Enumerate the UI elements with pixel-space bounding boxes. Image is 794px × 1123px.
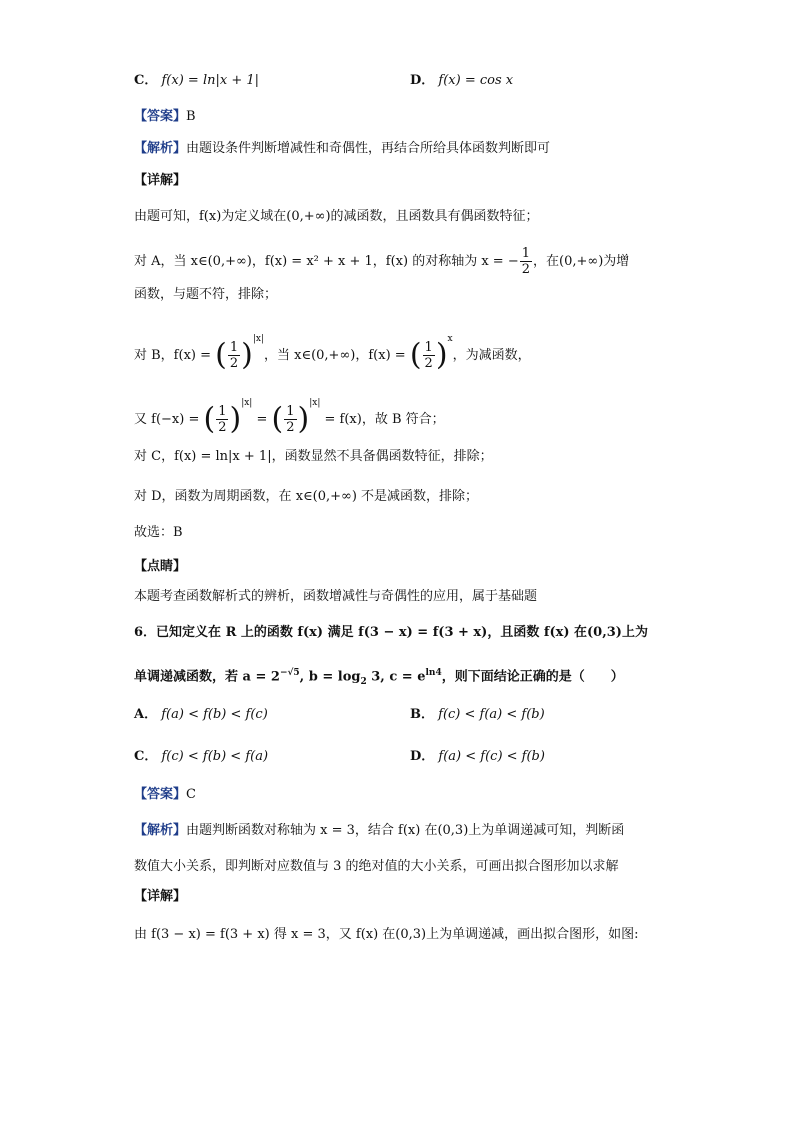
fraction-denominator: 2 (286, 420, 295, 435)
q5-option-c (134, 70, 259, 92)
fraction (284, 404, 296, 435)
detail-text: = f(x)，故 B 符合； (320, 412, 445, 427)
q5-option-d (410, 70, 513, 92)
detail-text: ，为减函数， (452, 348, 531, 363)
detail-text: 对 A，当 x∈(0,+∞)，f(x) = x² + x + 1，f(x) 的对称轴为 x = − (134, 254, 519, 269)
detail-text: ，当 x∈(0,+∞)，f(x) = (264, 348, 410, 363)
option-expression: f(c) < f(a) < f(b) (438, 707, 545, 722)
q5-detail-tag (134, 170, 186, 192)
analysis-tag: 【解析】 (134, 141, 187, 156)
q6-option-a (134, 704, 268, 726)
q6-option-d (410, 746, 545, 768)
detail-text: 对 B，f(x) = (134, 348, 216, 363)
q5-detail-line-2 (134, 246, 629, 277)
q5-answer (134, 106, 196, 128)
fraction (520, 246, 532, 277)
detail-text: 由题可知，f(x)为定义域在(0,+∞)的减函数，且函数具有偶函数特征； (134, 209, 539, 224)
fraction-denominator: 2 (218, 420, 227, 435)
option-expression: f(a) < f(b) < f(c) (161, 707, 268, 722)
q5-detail-line-7 (134, 486, 478, 508)
detail-text: 函数，与题不符，排除； (134, 287, 278, 302)
fraction (228, 340, 240, 371)
comment-tag: 【点睛】 (134, 559, 187, 574)
fraction-numerator: 1 (286, 404, 295, 419)
comment-text: 本题考查函数解析式的辨析，函数增减性与奇偶性的应用，属于基础题 (134, 589, 538, 604)
answer-tag: 【答案】 (134, 109, 187, 124)
detail-tag: 【详解】 (134, 173, 187, 188)
q6-analysis-line-2 (134, 856, 619, 878)
detail-text: 由 f(3 − x) = f(3 + x) 得 x = 3，又 f(x) 在(0,3)上为单调递减，画出拟合图形，如图: (134, 927, 639, 942)
detail-text: 对 D，函数为周期函数，在 x∈(0,+∞) 不是减函数，排除； (134, 489, 479, 504)
fraction (423, 340, 435, 371)
exponent: |x| (241, 398, 253, 408)
q6-option-c (134, 746, 268, 768)
q6-option-b (410, 704, 545, 726)
detail-text: 对 C，f(x) = ln|x + 1|，函数显然不具备偶函数特征，排除； (134, 449, 493, 464)
question-stem: 单调递减函数，若 a = 2 (134, 669, 280, 685)
analysis-text: 数值大小关系，即判断对应数值与 3 的绝对值的大小关系，可画出拟合图形加以求解 (134, 859, 619, 874)
option-label: B． (410, 707, 434, 722)
option-expression: f(x) = ln|x + 1| (161, 73, 259, 88)
q5-detail-line-3 (134, 284, 277, 306)
option-label: D． (410, 749, 435, 764)
analysis-text: 由题设条件判断增减性和奇偶性，再结合所给具体函数判断即可 (186, 141, 551, 156)
q5-analysis (134, 138, 550, 160)
option-expression: f(x) = cos x (438, 73, 514, 88)
exponent: |x| (309, 398, 321, 408)
exponent: ln4 (425, 668, 442, 678)
exponent: x (447, 334, 453, 344)
detail-tag: 【详解】 (134, 889, 187, 904)
q5-detail-line-6 (134, 446, 493, 468)
analysis-text: 由题判断函数对称轴为 x = 3，结合 f(x) 在(0,3)上为单调递减可知，判断函 (186, 823, 625, 838)
fraction-denominator: 2 (229, 356, 239, 371)
answer-value: C (186, 787, 196, 802)
q5-detail-line-5: 又 f(−x) = ( $\frac{1}{2}$ )$^{|x|}$ = ( $\frac{1}{2}$ )$^{|x|}$ = f(x)，故 B 符合； (134, 398, 445, 437)
question-stem: 3, c = e (366, 669, 426, 685)
option-expression: f(c) < f(b) < f(a) (161, 749, 269, 764)
q5-detail-line-1 (134, 206, 539, 228)
fraction-numerator: 1 (424, 340, 433, 355)
option-label: C． (134, 749, 158, 764)
fraction-numerator: 1 (229, 340, 239, 355)
q5-detail-line-4: 对 B，f(x) = ( $\frac{1}{2}$ )$^{|x|}$，当 x∈(0,+∞)，f(x) = ( $\frac{1}{2}$ )$^x$，为减函数， (134, 334, 531, 373)
fraction (216, 404, 228, 435)
detail-text: = (252, 412, 272, 427)
answer-tag: 【答案】 (134, 787, 187, 802)
question-stem: ，则下面结论正确的是（ ） (441, 669, 624, 685)
q5-comment-tag (134, 556, 186, 578)
option-label: A． (134, 707, 158, 722)
q6-analysis-line-1 (134, 820, 624, 842)
fraction-denominator: 2 (521, 262, 530, 277)
detail-text: 又 f(−x) = (134, 412, 204, 427)
fraction-numerator: 1 (218, 404, 227, 419)
analysis-tag: 【解析】 (134, 823, 187, 838)
q6-stem-line-2 (134, 662, 624, 693)
option-expression: f(a) < f(c) < f(b) (438, 749, 545, 764)
detail-text: 故选：B (134, 525, 183, 540)
q6-answer (134, 784, 196, 806)
q5-detail-line-8 (134, 522, 183, 544)
option-label: D． (410, 73, 435, 88)
fraction-denominator: 2 (424, 356, 433, 371)
exponent: |x| (252, 334, 264, 344)
q6-stem-line-1 (134, 622, 648, 644)
fraction-numerator: 1 (521, 246, 530, 261)
exponent: −√5 (279, 668, 300, 678)
answer-value: B (186, 109, 196, 124)
subscript: 2 (360, 676, 367, 687)
q5-comment (134, 586, 537, 608)
q6-detail-line-1 (134, 924, 639, 946)
option-label: C． (134, 73, 158, 88)
q6-detail-tag (134, 886, 186, 908)
question-stem: , b = log (299, 669, 361, 685)
detail-text: ，在(0,+∞)为增 (533, 254, 630, 269)
question-stem: 6．已知定义在 R 上的函数 f(x) 满足 f(3 − x) = f(3 + x)，且函数 f(x) 在(0,3)上为 (134, 625, 648, 640)
